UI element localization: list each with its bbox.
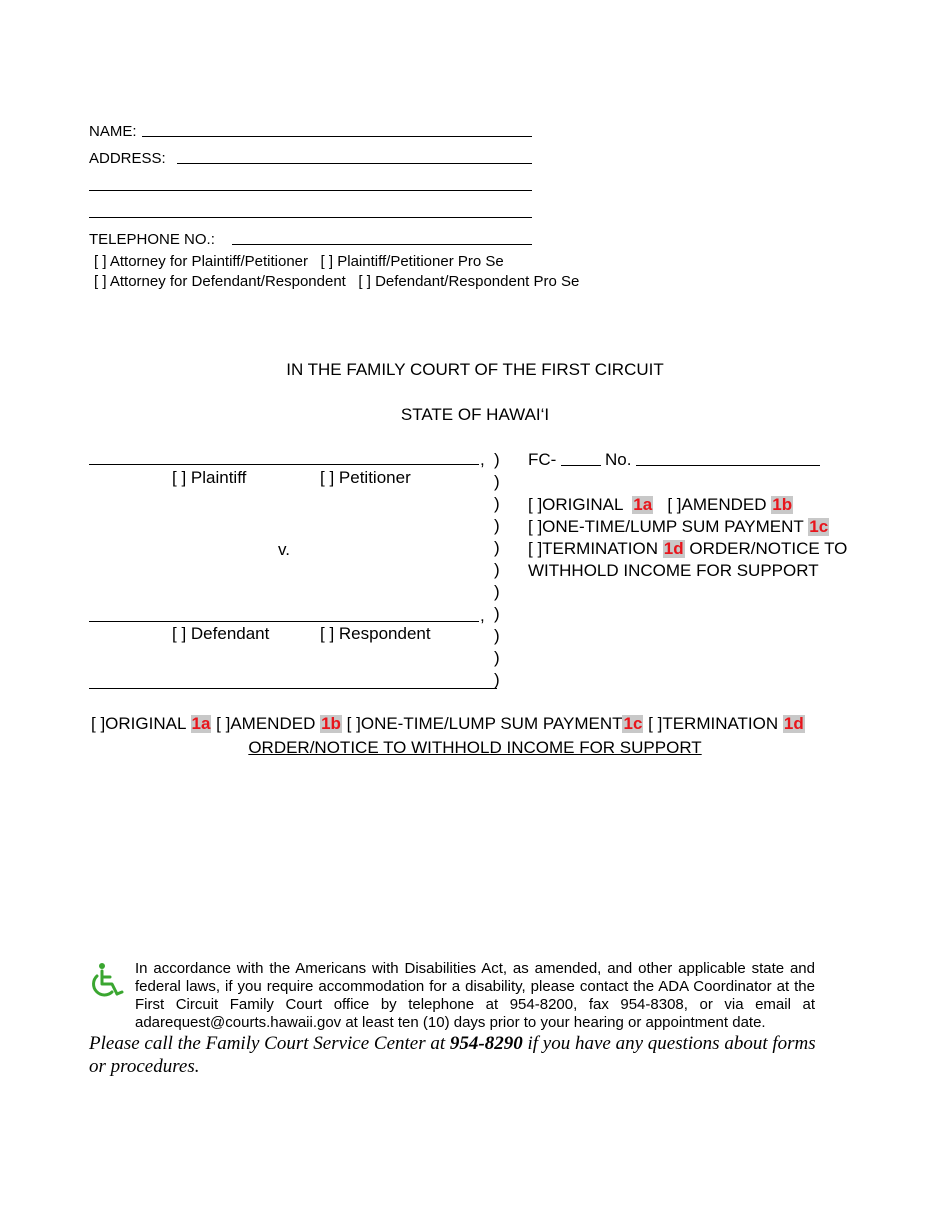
service-center-notice [89,1032,819,1078]
wheelchair-accessibility-icon [88,962,126,998]
checkbox-title-one-time[interactable]: [ ] [346,714,361,733]
attorney-role-row-2 [94,273,579,290]
caption-comma: , [480,606,485,625]
one-time-label: ONE-TIME/LUMP SUM PAYMENT [542,517,804,536]
caption-type-row-3 [528,539,847,559]
checkbox-respondent[interactable]: [ ] [320,624,335,643]
service-center-text: Please call the Family Court Service Center at [89,1033,450,1054]
checkbox-title-amended[interactable]: [ ] [216,714,231,733]
defendant-pro-se-label: Defendant/Respondent Pro Se [375,273,580,290]
plaintiff-label: Plaintiff [190,468,247,487]
title-tag-1d: 1d [783,714,804,733]
title-tag-1b: 1b [321,714,341,733]
telephone-field[interactable] [232,244,532,245]
checkbox-one-time[interactable]: [ ] [528,517,543,536]
caption-type-row-2 [528,517,829,537]
title-original-label: ORIGINAL [105,714,186,733]
caption-paren: ) [494,516,500,535]
document-title-options [91,714,805,734]
checkbox-defendant-pro-se[interactable]: [ ] [358,273,371,290]
document-title: ORDER/NOTICE TO WITHHOLD INCOME FOR SUPPORT [248,738,702,757]
caption-paren: ) [494,538,500,557]
checkbox-petitioner[interactable]: [ ] [320,468,335,487]
name-field[interactable] [142,136,532,137]
ada-notice: In accordance with the Americans with Disabilities Act, as amended, and other applicable state and federal laws, if you require accommodation for a disability, please contact the ADA Coordinator at the First Circuit Family Court office by telephone at 954-8200, fax 954-8308, or via email at adarequest@courts.hawaii.gov at least ten (10) days prior to your hearing or appointment date. [135,960,815,1031]
title-one-time-label: ONE-TIME/LUMP SUM PAYMENT [360,714,623,733]
respondent-option [320,624,431,644]
tag-1b: 1b [772,495,793,514]
title-amended-label: AMENDED [230,714,316,733]
termination-label: TERMINATION [542,539,659,558]
court-state: STATE OF HAWAI‘I [400,405,550,424]
versus: v. [278,540,290,559]
petitioner-option [320,468,411,488]
plaintiff-name-field[interactable] [89,464,479,465]
caption-paren: ) [494,472,500,491]
checkbox-plaintiff-pro-se[interactable]: [ ] [320,253,334,270]
checkbox-plaintiff[interactable]: [ ] [172,468,187,487]
fc-prefix: FC- [528,450,557,469]
order-notice-label: ORDER/NOTICE TO [689,539,848,558]
case-number-field[interactable] [636,465,820,466]
caption-paren: ) [494,626,500,645]
court-name: IN THE FAMILY COURT OF THE FIRST CIRCUIT [286,360,664,379]
respondent-label: Respondent [338,624,431,643]
caption-paren: ) [494,648,500,667]
title-tag-1c: 1c [623,714,643,733]
tag-1c: 1c [809,517,829,536]
defendant-option [172,624,269,644]
case-no-label: No. [605,450,632,469]
title-termination-label: TERMINATION [662,714,779,733]
checkbox-termination[interactable]: [ ] [528,539,543,558]
checkbox-defendant[interactable]: [ ] [172,624,187,643]
checkbox-amended[interactable]: [ ] [667,495,682,514]
amended-label: AMENDED [681,495,767,514]
withhold-label: WITHHOLD INCOME FOR SUPPORT [528,561,819,580]
address-field-line-3[interactable] [89,217,532,218]
address-label: ADDRESS: [89,150,166,167]
checkbox-title-original[interactable]: [ ] [91,714,106,733]
checkbox-original[interactable]: [ ] [528,495,543,514]
fc-number-field[interactable] [561,465,601,466]
petitioner-label: Petitioner [338,468,411,487]
service-center-text-end: if you have any questions about forms or procedures. [89,1033,816,1077]
defendant-name-field[interactable] [89,621,479,622]
checkbox-attorney-defendant[interactable]: [ ] [94,273,107,290]
plaintiff-option [172,468,246,488]
service-center-phone: 954-8290 [449,1033,523,1054]
checkbox-title-termination[interactable]: [ ] [648,714,663,733]
defendant-label: Defendant [190,624,270,643]
caption-paren: ) [494,450,500,469]
address-field-line-1[interactable] [177,163,532,164]
caption-paren: ) [494,604,500,623]
checkbox-attorney-plaintiff[interactable]: [ ] [94,253,107,270]
attorney-role-row-1 [94,253,504,270]
caption-comma: , [480,450,485,469]
caption-bottom-line [89,688,497,689]
tag-1a: 1a [633,495,653,514]
attorney-plaintiff-label: Attorney for Plaintiff/Petitioner [109,253,309,270]
caption-paren: ) [494,560,500,579]
caption-paren: ) [494,494,500,513]
caption-paren: ) [494,670,500,689]
plaintiff-pro-se-label: Plaintiff/Petitioner Pro Se [337,253,504,270]
telephone-label: TELEPHONE NO.: [89,231,215,248]
caption-type-row-1 [528,495,793,515]
caption-paren: ) [494,582,500,601]
original-label: ORIGINAL [542,495,623,514]
attorney-defendant-label: Attorney for Defendant/Respondent [109,273,346,290]
address-field-line-2[interactable] [89,190,532,191]
tag-1d: 1d [663,539,684,558]
title-tag-1a: 1a [191,714,211,733]
name-label: NAME: [89,123,137,140]
